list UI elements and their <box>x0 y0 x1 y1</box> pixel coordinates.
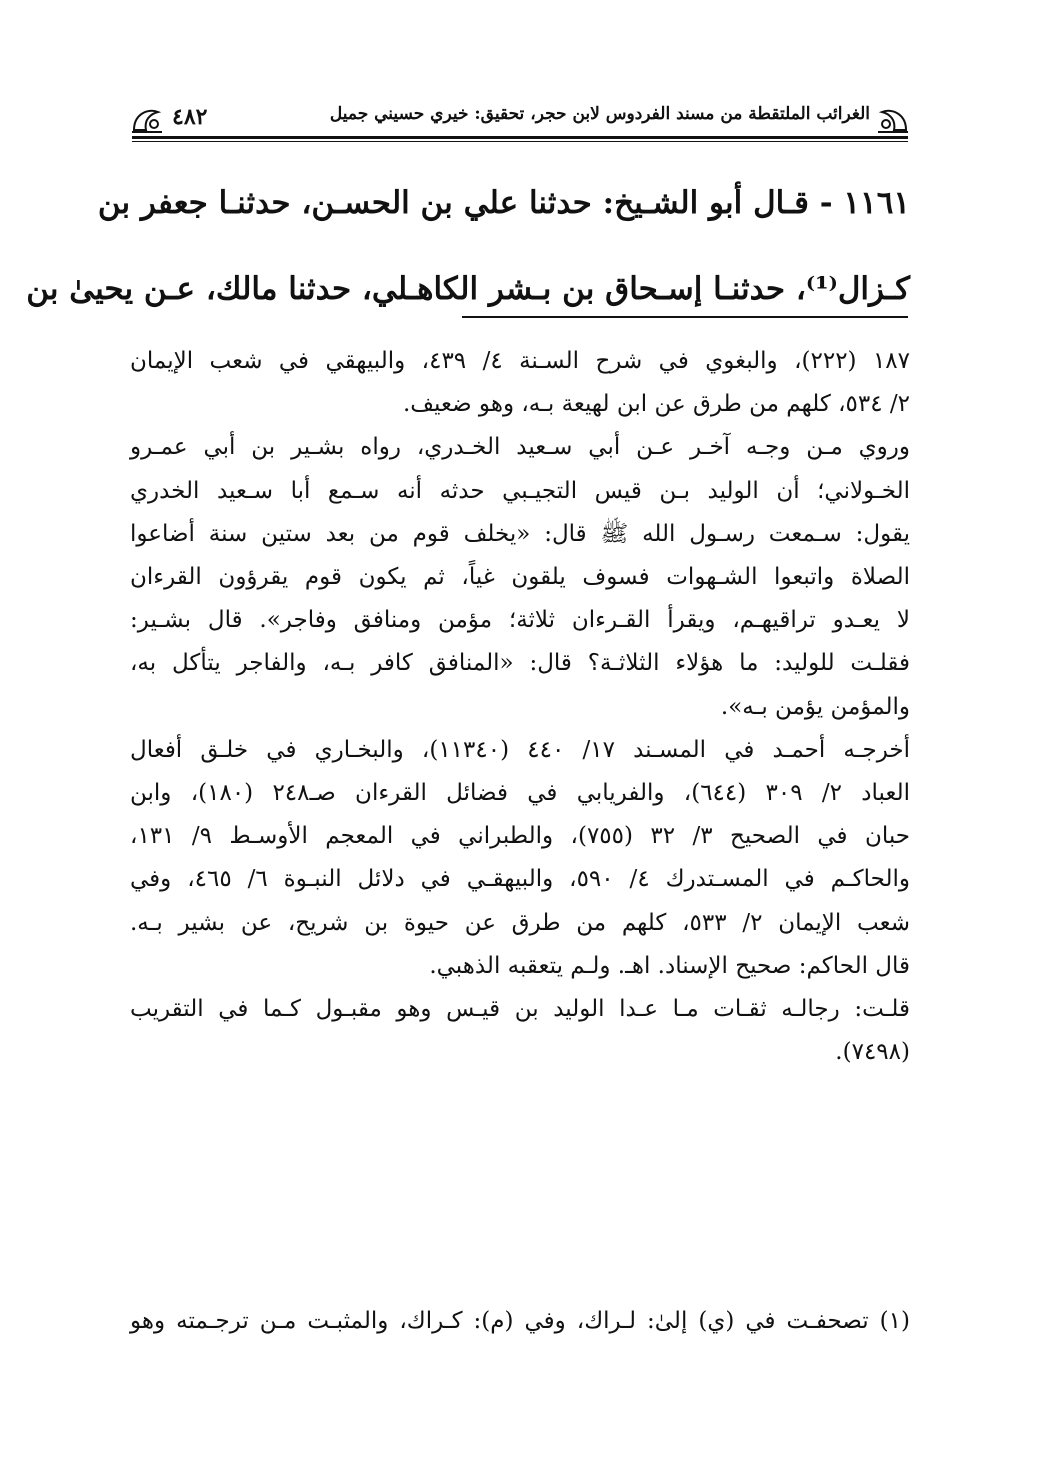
main-line: كـزال⁽¹⁾، حدثنـا إسـحاق بن بـشر الكاهـلي، حدثنا مالك، عـن يحيىٰ بن <box>26 271 910 307</box>
page-number: ٤٨٢ <box>172 104 208 130</box>
note-line: أخرجـه أحمـد في المسـند ١٧/ ٤٤٠ (١١٣٤٠)، والبخـاري في خلـق أفعال <box>130 736 911 763</box>
note-line: ١٨٧ (٢٢٢)، والبغوي في شرح السـنة ٤/ ٤٣٩، والبيهقي في شعب الإيمان <box>130 348 910 374</box>
note-line: فقلـت للوليد: ما هؤلاء الثلاثـة؟ قال: «المنافق كافر بـه، والفاجر يتأكل به، <box>130 650 910 677</box>
note-line: العباد ٢/ ٣٠٩ (٦٤٤)، والفريابي في فضائل القرءان صـ٢٤٨ (١٨٠)، وابن <box>130 780 910 807</box>
footnote-1: (١) تصحفـت في (ي) إلىٰ: لـراك، وفي (م): كـراك، والمثبـت مـن ترجـمته وهو <box>130 1308 910 1334</box>
running-title: الغرائب الملتقطة من مسند الفردوس لابن حجر، تحقيق: خيري حسيني جميل <box>329 104 870 124</box>
note-line: ٢/ ٥٣٤، كلهم من طرق عن ابن لهيعة بـه، وهو ضعيف. <box>402 391 910 418</box>
note-line: يقول: سـمعت رسـول الله ﷺ قال: «يخلف قوم من بعد ستين سنة أضاعوا <box>130 520 910 547</box>
main-text <box>26 160 910 332</box>
ornament-left-icon <box>130 104 164 134</box>
note-line: والمؤمن يؤمن بـه». <box>720 693 910 720</box>
note-line: والحاكـم في المسـتدرك ٤/ ٥٩٠، والبيهقـي في دلائل النبـوة ٦/ ٤٦٥، وفي <box>130 866 910 893</box>
ornament-right-icon <box>876 104 910 134</box>
note-line: قلـت: رجالـه ثقـات مـا عـدا الوليد بن قيـس وهو مقبـول كـما في التقريب <box>130 996 910 1023</box>
footnote-separator <box>462 316 908 318</box>
footnotes-block <box>130 340 910 1074</box>
note-line: الخـولاني؛ أن الوليد بـن قيس التجيـبي حدثه أنه سـمع أبا سـعيد الخدري <box>130 477 910 504</box>
page-header <box>132 100 908 140</box>
note-line: لا يعـدو تراقيهـم، ويقرأ القـرءان ثلاثة؛ مؤمن ومنافق وفاجر». قال بشـير: <box>130 607 910 634</box>
main-line: ١١٦١ - قـال أبو الشـيخ: حدثنا علي بن الحسـن، حدثنـا جعفر بن <box>97 185 910 221</box>
note-line: حبان في الصحيح ٣/ ٣٢ (٧٥٥)، والطبراني في المعجم الأوسـط ٩/ ١٣١، <box>130 823 911 850</box>
note-line: الصلاة واتبعوا الشـهوات فسوف يلقون غياً، ثم يكون قوم يقرؤون القرءان <box>130 564 910 591</box>
note-line: وروي مـن وجـه آخـر عـن أبي سـعيد الخـدري، رواه بشـير بن أبي عمـرو <box>130 434 910 461</box>
note-line: قال الحاكم: صحيح الإسناد. اهـ. ولـم يتعقبه الذهبي. <box>429 952 910 979</box>
header-rule <box>132 136 908 142</box>
note-line: (٧٤٩٨). <box>835 1039 910 1066</box>
note-line: شعب الإيمان ٢/ ٥٣٣، كلهم من طرق عن حيوة بن شريح، عن بشير بـه. <box>130 909 910 936</box>
